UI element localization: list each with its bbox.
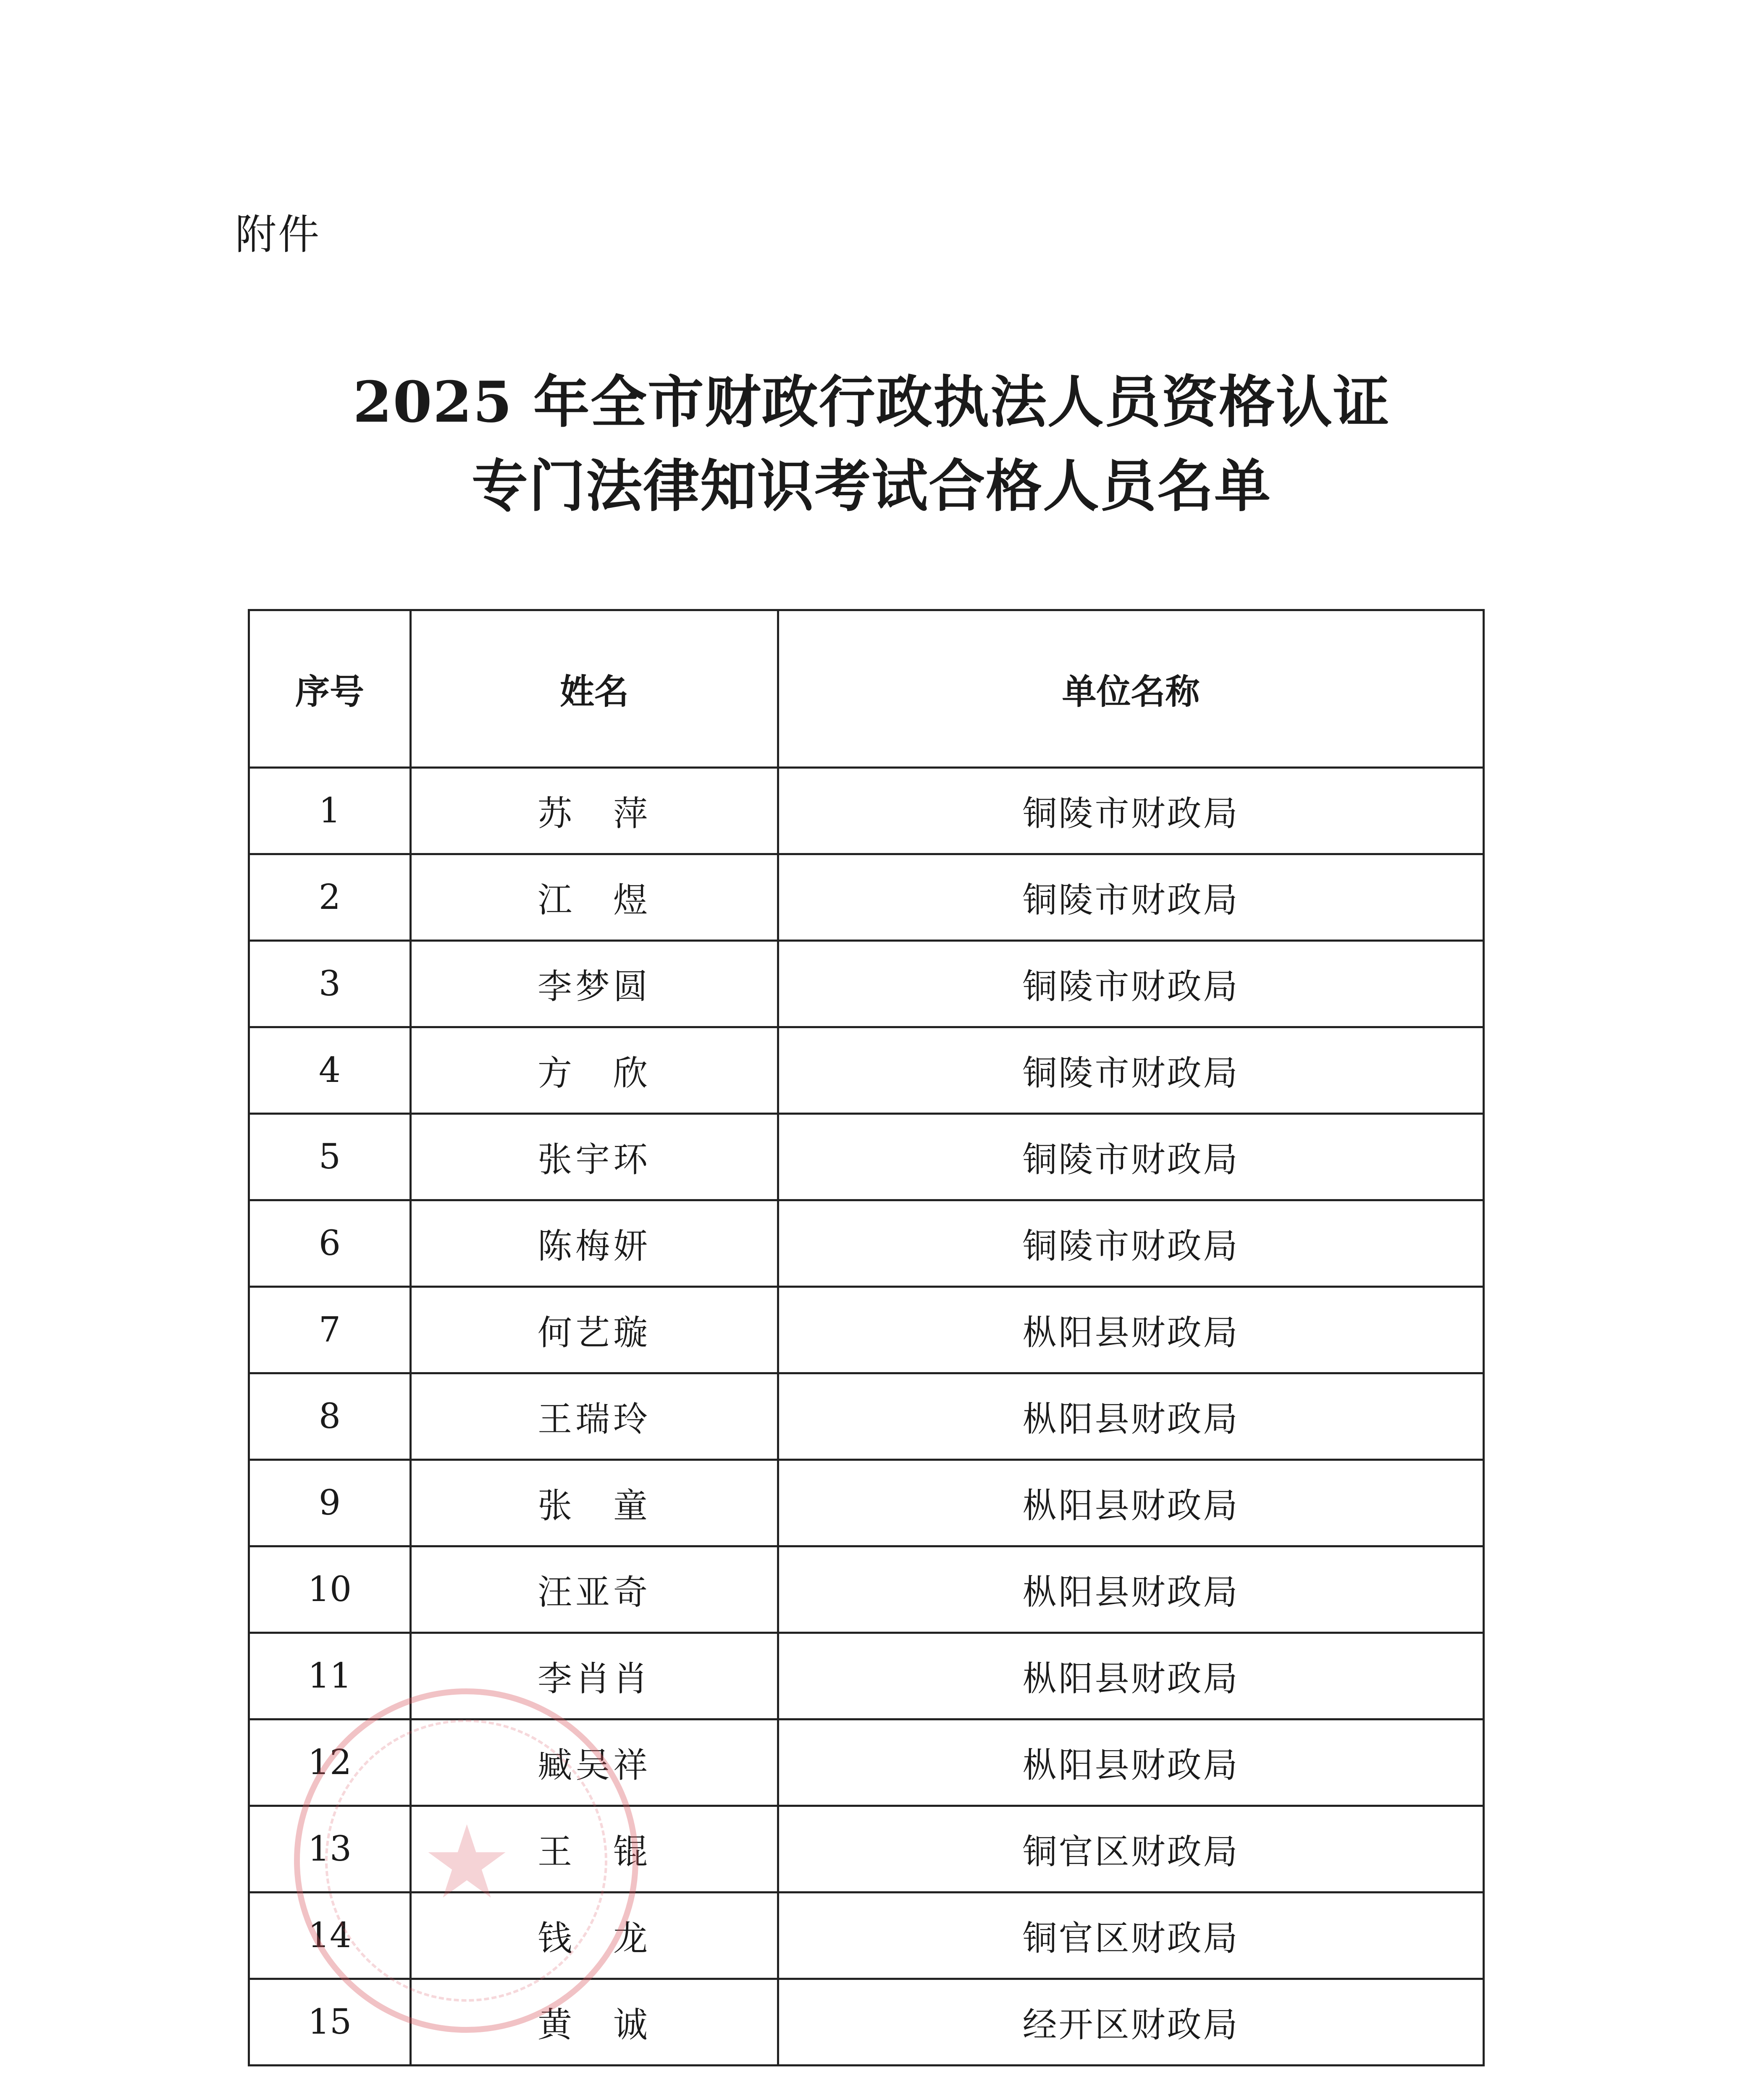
attachment-label: 附件 [235, 211, 321, 259]
table-row [249, 768, 1484, 854]
table-row [249, 1200, 1484, 1287]
cell-unit: 枞阳县财政局 [778, 1287, 1484, 1373]
document-title-line-1: 2025 年全市财政行政执法人员资格认证 [353, 369, 1390, 435]
cell-seq: 8 [249, 1373, 411, 1460]
cell-seq: 7 [249, 1287, 411, 1373]
seal-star-icon: ★ [422, 1803, 512, 1921]
table-row [249, 854, 1484, 941]
cell-seq: 6 [249, 1200, 411, 1287]
cell-seq: 4 [249, 1027, 411, 1114]
table-row [249, 1114, 1484, 1200]
table-row [249, 1546, 1484, 1633]
table-row [249, 941, 1484, 1027]
table-row [249, 1287, 1484, 1373]
cell-name: 李肖肖 [411, 1633, 778, 1719]
header-name: 姓名 [411, 610, 778, 768]
cell-name: 王 锟 [411, 1806, 778, 1893]
table-row [249, 1027, 1484, 1114]
cell-unit: 铜陵市财政局 [778, 1114, 1484, 1200]
table-row [249, 1979, 1484, 2066]
table-row [249, 1806, 1484, 1893]
cell-unit: 枞阳县财政局 [778, 1719, 1484, 1806]
table-row [249, 1893, 1484, 1979]
cell-unit: 铜官区财政局 [778, 1893, 1484, 1979]
cell-seq: 3 [249, 941, 411, 1027]
table-row [249, 1460, 1484, 1546]
table-row [249, 1633, 1484, 1719]
cell-seq: 2 [249, 854, 411, 941]
cell-seq: 10 [249, 1546, 411, 1633]
cell-unit: 枞阳县财政局 [778, 1633, 1484, 1719]
cell-seq: 1 [249, 768, 411, 854]
cell-name: 方 欣 [411, 1027, 778, 1114]
cell-unit: 铜陵市财政局 [778, 1200, 1484, 1287]
cell-seq: 13 [249, 1806, 411, 1893]
cell-name: 汪亚奇 [411, 1546, 778, 1633]
cell-name: 何艺璇 [411, 1287, 778, 1373]
cell-seq: 15 [249, 1979, 411, 2066]
cell-name: 臧吴祥 [411, 1719, 778, 1806]
cell-seq: 12 [249, 1719, 411, 1806]
cell-seq: 11 [249, 1633, 411, 1719]
cell-name: 黄 诚 [411, 1979, 778, 2066]
cell-name: 苏 萍 [411, 768, 778, 854]
header-seq: 序号 [249, 610, 411, 768]
cell-name: 陈梅妍 [411, 1200, 778, 1287]
cell-name: 江 煜 [411, 854, 778, 941]
cell-name: 李梦圆 [411, 941, 778, 1027]
cell-name: 钱 龙 [411, 1893, 778, 1979]
cell-name: 张 童 [411, 1460, 778, 1546]
cell-unit: 枞阳县财政局 [778, 1373, 1484, 1460]
cell-unit: 枞阳县财政局 [778, 1460, 1484, 1546]
cell-name: 张宇环 [411, 1114, 778, 1200]
table-row [249, 1373, 1484, 1460]
table-row [249, 1719, 1484, 1806]
cell-unit: 经开区财政局 [778, 1979, 1484, 2066]
cell-unit: 铜陵市财政局 [778, 941, 1484, 1027]
cell-unit: 铜官区财政局 [778, 1806, 1484, 1893]
cell-name: 王瑞玲 [411, 1373, 778, 1460]
cell-unit: 铜陵市财政局 [778, 1027, 1484, 1114]
qualified-personnel-table [248, 609, 1485, 2066]
cell-seq: 5 [249, 1114, 411, 1200]
table-header-row [249, 610, 1484, 768]
document-title-line-2: 专门法律知识考试合格人员名单 [471, 453, 1271, 519]
header-unit: 单位名称 [778, 610, 1484, 768]
cell-unit: 铜陵市财政局 [778, 768, 1484, 854]
cell-seq: 9 [249, 1460, 411, 1546]
cell-unit: 枞阳县财政局 [778, 1546, 1484, 1633]
cell-unit: 铜陵市财政局 [778, 854, 1484, 941]
cell-seq: 14 [249, 1893, 411, 1979]
